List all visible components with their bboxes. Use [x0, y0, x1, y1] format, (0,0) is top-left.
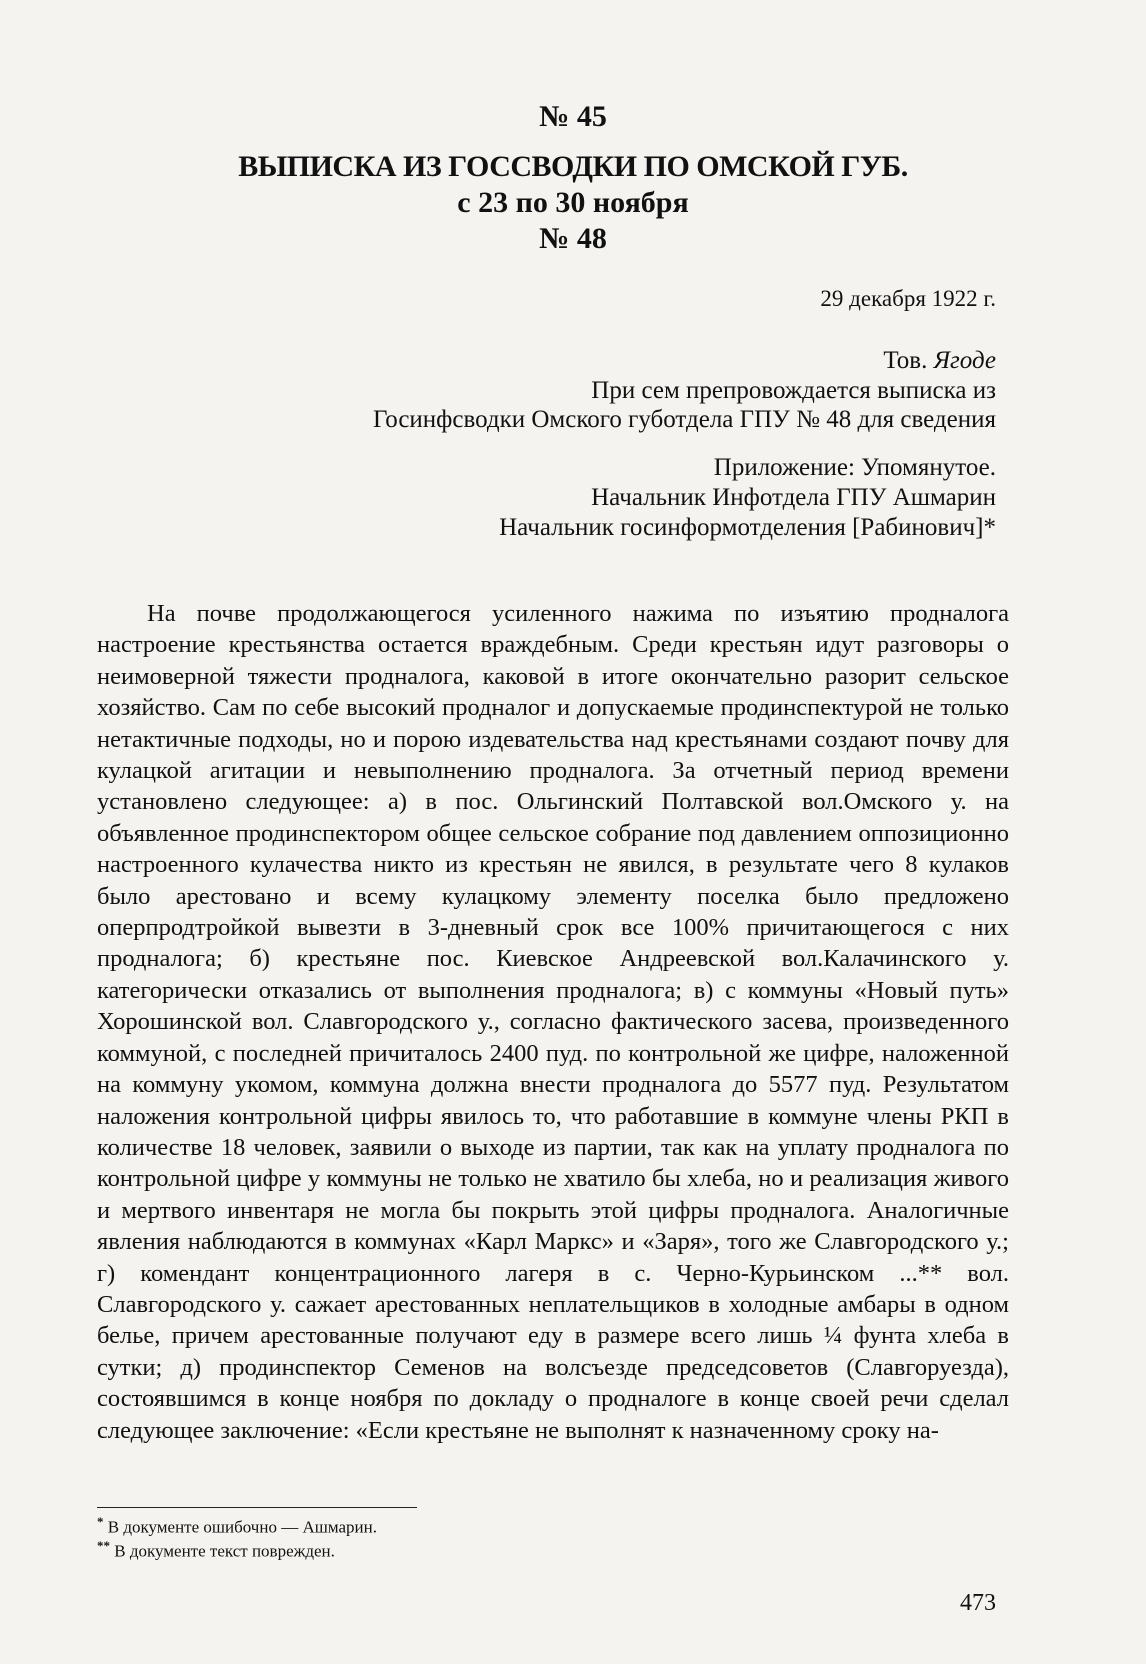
- signatory-2: Начальник госинформотделения [Рабинович]*: [499, 514, 996, 541]
- document-period: с 23 по 30 ноября: [457, 186, 689, 219]
- signatory-1: Начальник Инфотдела ГПУ Ашмарин: [591, 484, 996, 511]
- footnote-1-mark: *: [97, 1514, 104, 1529]
- page-number: 473: [960, 1590, 996, 1616]
- svodka-number: № 48: [539, 222, 607, 255]
- footnote-2-text: В документе текст поврежден.: [114, 1541, 335, 1561]
- appendix-note: Приложение: Упомянутое.: [713, 454, 996, 481]
- addressee: [883, 347, 996, 375]
- footnote-1-text: В документе ошибочно — Ашмарин.: [107, 1517, 377, 1537]
- addressee-prefix: Тов.: [883, 347, 934, 374]
- footnote-1: [97, 1514, 377, 1538]
- body-paragraph: На почве продолжающегося усиленного нажима по изъятию продналога настроение крестьянства остается враждебным. Среди крестьян идут разговоры о неимоверной тяжести продналога, каковой в итоге окончательно разорит сельское хозяйство. Сам по себе высокий продналог и допускаемые продинспектурой не только нетактичные подходы, но и порою издевательства над крестьянами создают почву для кулацкой агитации и невыполнению продналога. За отчетный период времени установлено следующее: а) в пос. Ольгинский Полтавской вол.Омского у. на объявленное продинспектором общее сельское собрание под давлением оппозиционно настроенного кулачества никто из крестьян не явился, в результате чего 8 кулаков было арестовано и всему кулацкому элементу поселка было предложено оперпродтройкой вывезти в 3-дневный срок все 100% причитающегося с них продналога; б) крестьяне пос. Киевское Андреевской вол.Калачинского у. категорически отказались от выполнения продналога; в) с коммуны «Новый путь» Хорошинской вол. Славгородского у., согласно фактического засева, произведенного коммуной, с последней причиталось 2400 пуд. по контрольной же цифре, наложенной на коммуну укомом, коммуна должна внести продналога до 5577 пуд. Результатом наложения контрольной цифры явилось то, что работавшие в коммуне члены РКП в количестве 18 человек, заявили о выходе из партии, так как на уплату продналога по контрольной цифре у коммуны не только не хватило бы хлеба, но и реализация живого и мертвого инвентаря не могла бы покрыть этой цифры продналога. Аналогичные явления наблюдаются в коммунах «Карл Маркс» и «Заря», того же Славгородского у.; г) комендант концентрационного лагеря в с. Черно-Курьинском ...** вол. Славгородского у. сажает арестованных неплательщиков в холодные амбары в одном белье, причем арестованные получают еду в размере всего лишь ¼ фунта хлеба в сутки; д) продинспектор Семенов на волсъезде председсоветов (Славгоруезда), состоявшимся в конце ноября по докладу о продналоге в конце своей речи сделал следующее заключение: «Если крестьяне не выполнят к назначенному сроку на-: [97, 600, 1009, 1444]
- footnote-rule: [97, 1507, 417, 1508]
- cover-line-2: Госинфсводки Омского губотдела ГПУ № 48 для сведения: [372, 406, 996, 433]
- document-title: ВЫПИСКА ИЗ ГОССВОДКИ ПО ОМСКОЙ ГУБ.: [238, 150, 908, 183]
- footnote-2: [97, 1538, 335, 1562]
- cover-line-1: При сем препровождается выписка из: [591, 377, 996, 404]
- addressee-name: Ягоде: [933, 347, 996, 374]
- footnote-2-mark: **: [97, 1538, 110, 1553]
- document-number: № 45: [539, 100, 607, 133]
- cover-date: 29 декабря 1922 г.: [820, 286, 996, 311]
